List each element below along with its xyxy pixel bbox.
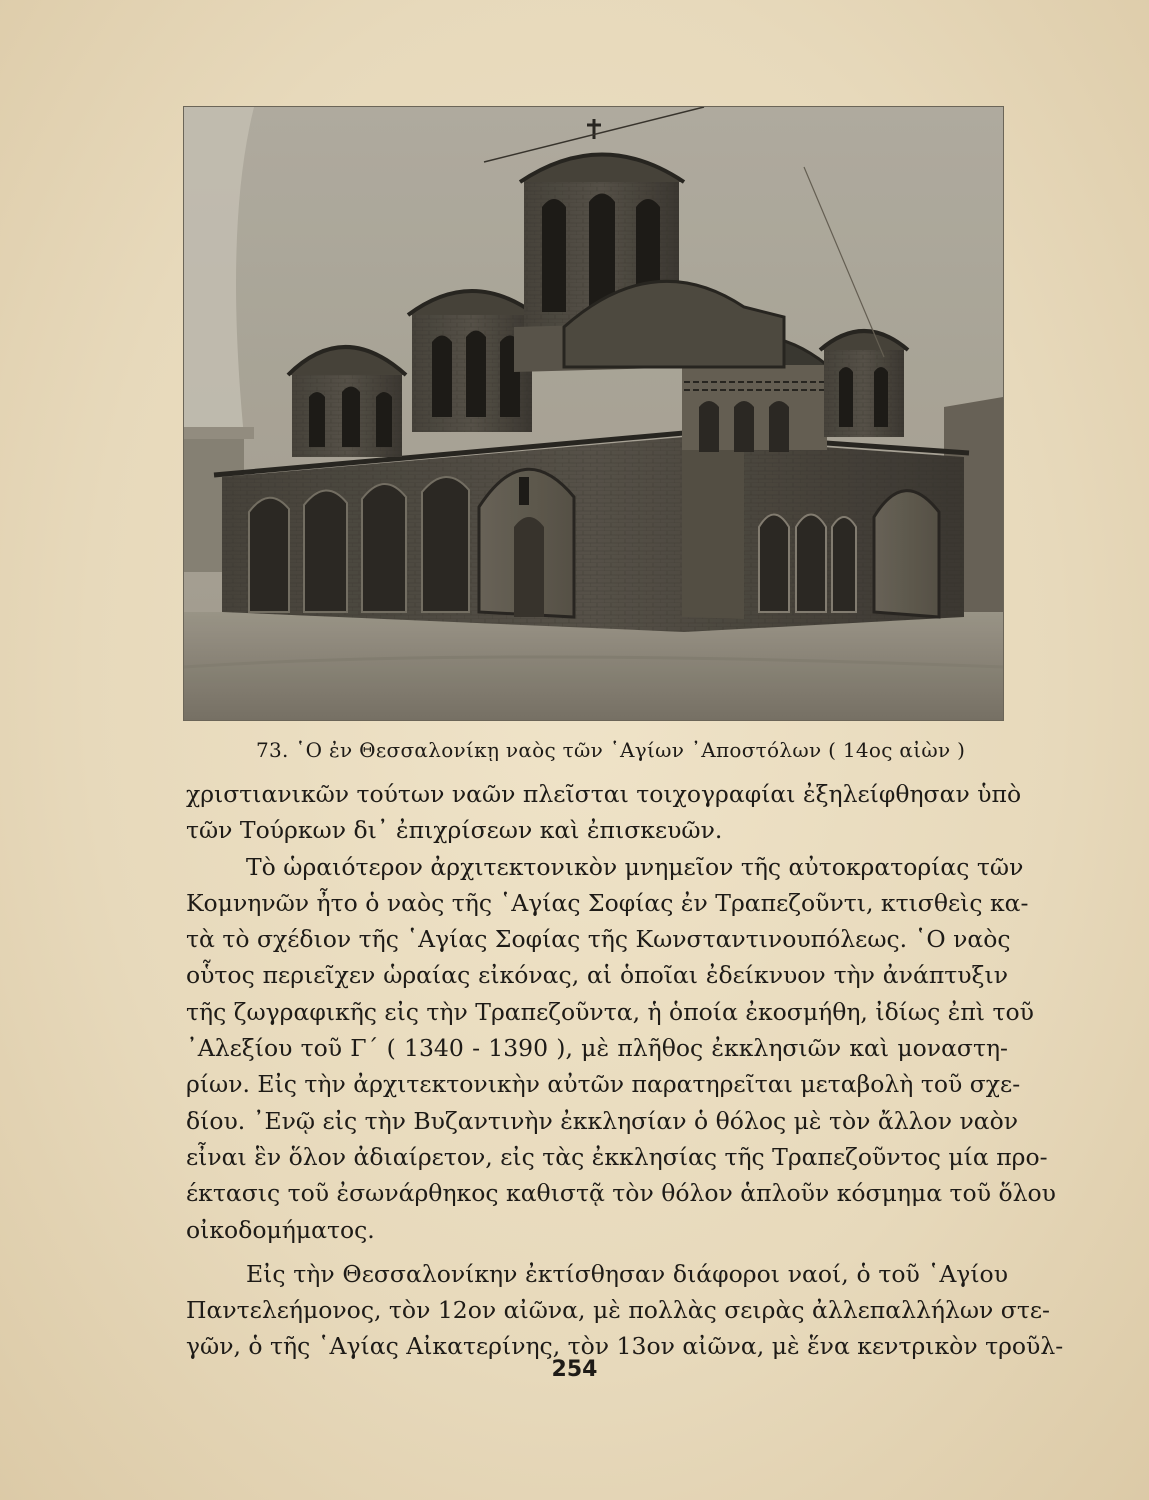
text-line: Κομνηνῶν ἦτο ὁ ναὸς τῆς ῾Αγίας Σοφίας ἐν Τραπεζοῦντι, κτισθεὶς κα- <box>186 888 1029 917</box>
text-line: Παντελεήμονος, τὸν 12ον αἰῶνα, μὲ πολλὰς σειρὰς ἀλλεπαλλήλων στε- <box>186 1296 1050 1325</box>
text-line: γῶν, ὁ τῆς ῾Αγίας Αἰκατερίνης, τὸν 13ον αἰῶνα, μὲ ἕνα κεντρικὸν τροῦλ- <box>186 1332 1064 1361</box>
page-number: 254 <box>551 1357 598 1382</box>
text-line: ρίων. Εἰς τὴν ἀρχιτεκτονικὴν αὐτῶν παρατηρεῖται μεταβολὴ τοῦ σχε- <box>186 1070 1021 1099</box>
text-line: έκτασις τοῦ ἐσωνάρθηκος καθιστᾷ τὸν θόλον ἁπλοῦν κόσμημα τοῦ ὅλου <box>186 1179 1056 1208</box>
church-illustration <box>184 107 1003 720</box>
text-line: δίου. ᾿Ενῷ εἰς τὴν Βυζαντινὴν ἐκκλησίαν ὁ θόλος μὲ τὸν ἄλλον ναὸν <box>186 1106 1019 1135</box>
photo-caption: 73. ῾Ο ἐν Θεσσαλονίκῃ ναὸς τῶν ῾Αγίων ᾿Αποστόλων ( 14ος αἰὼν ) <box>256 738 966 762</box>
church-photo <box>184 107 1003 720</box>
text-line: τῆς ζωγραφικῆς εἰς τὴν Τραπεζοῦντα, ἡ ὁποία ἐκοσμήθη, ἰδίως ἐπὶ τοῦ <box>186 997 1034 1026</box>
text-line: οὗτος περιεῖχεν ὡραίας εἰκόνας, αἱ ὁποῖαι ἐδείκνυον τὴν ἀνάπτυξιν <box>186 961 1008 990</box>
text-line: εἶναι ἓν ὅλον ἀδιαίρετον, εἰς τὰς ἐκκλησίας τῆς Τραπεζοῦντος μία προ- <box>186 1142 1048 1171</box>
text-line: τὰ τὸ σχέδιον τῆς ῾Αγίας Σοφίας τῆς Κωνσταντινουπόλεως. ῾Ο ναὸς <box>186 925 1011 954</box>
text-line: Τὸ ὡραιότερον ἀρχιτεκτονικὸν μνημεῖον τῆς αὐτοκρατορίας τῶν <box>246 852 1024 881</box>
text-line: τῶν Τούρκων δι᾿ ἐπιχρίσεων καὶ ἐπισκευῶν. <box>186 816 723 845</box>
text-line: Εἰς τὴν Θεσσαλονίκην ἐκτίσθησαν διάφοροι ναοί, ὁ τοῦ ῾Αγίου <box>246 1259 1008 1288</box>
text-line: χριστιανικῶν τούτων ναῶν πλεῖσται τοιχογραφίαι ἐξηλείφθησαν ὑπὸ <box>186 780 1022 808</box>
text-line: οἰκοδομήματος. <box>186 1215 375 1244</box>
body-text <box>186 776 1064 1365</box>
text-line: ᾿Αλεξίου τοῦ Γ΄ ( 1340 - 1390 ), μὲ πλῆθος ἐκκλησιῶν καὶ μοναστη- <box>186 1034 1008 1063</box>
